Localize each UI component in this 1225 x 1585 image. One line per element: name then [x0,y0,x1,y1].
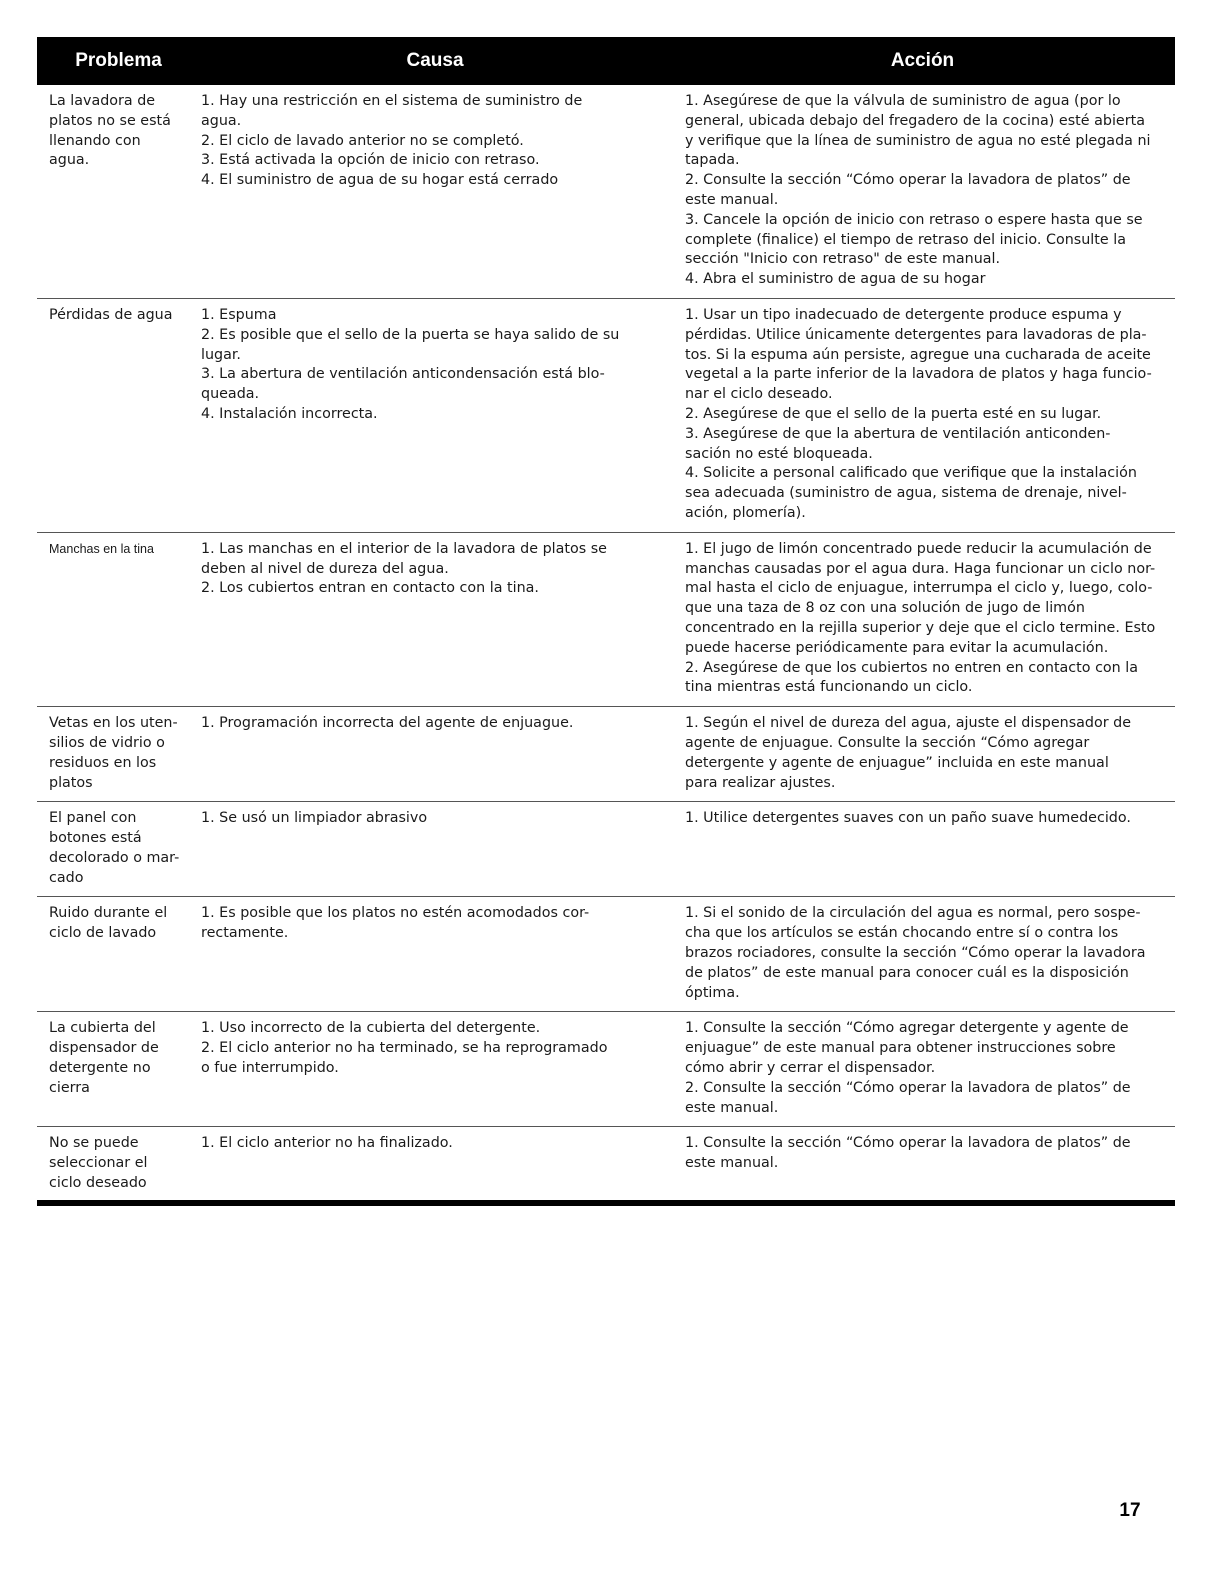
action-cell: 1. Consulte la sección “Cómo operar la lavadora de platos” de este manual. [685,1135,1131,1172]
table-row [37,707,1175,802]
table-row [37,802,1175,897]
cause-cell: 1. Es posible que los platos no estén acomodados cor- rectamente. [201,905,590,942]
problem-cell: No se puede seleccionar el ciclo deseado [49,1135,148,1192]
action-cell: 1. Utilice detergentes suaves con un paño suave humedecido. [685,810,1131,827]
problem-cell: Pérdidas de agua [49,306,173,323]
cause-cell: 1. El ciclo anterior no ha finalizado. [201,1135,453,1152]
cause-cell: 1. Programación incorrecta del agente de enjuague. [201,715,574,732]
header-problem: Problema [75,50,162,71]
header-action: Acción [890,50,955,71]
table-row [37,1012,1175,1127]
action-cell: 1. Asegúrese de que la válvula de suministro de agua (por lo general, ubicada debajo del fregadero de la cocina) esté abierta y verifique que la línea de suministro de agua no esté plegada ni tapada. 2. Consulte la sección “Cómo operar la lavadora de platos” de este manual. 3. Cancele la opción de inicio con retraso o espere hasta que se complete (finalice) el tiempo de retraso del inicio. Consulte la sección "Inicio con retraso" de este manual. 4. Abra el suministro de agua de su hogar [685,93,1151,288]
cause-cell: 1. Espuma 2. Es posible que el sello de la puerta se haya salido de su lugar. 3. La abertura de ventilación anticondensación está blo- queada. 4. Instalación incorrecta. [201,306,620,422]
cause-cell: 1. Las manchas en el interior de la lavadora de platos se deben al nivel de dureza del agua. 2. Los cubiertos entran en contacto con la tina. [201,540,607,597]
cause-cell: 1. Hay una restricción en el sistema de suministro de agua. 2. El ciclo de lavado anterior no se completó. 3. Está activada la opción de inicio con retraso. 4. El suministro de agua de su hogar está cerrado [201,93,583,189]
problem-cell: Ruido durante el ciclo de lavado [49,905,168,942]
problem-cell: La lavadora de platos no se está llenando con agua. [49,93,171,169]
table-row [37,85,1175,299]
action-cell: 1. Si el sonido de la circulación del agua es normal, pero sospe- cha que los artículos se están chocando entre sí o contra los brazos rociadores, consulte la sección “Cómo operar la lavadora de platos” de este manual para conocer cuál es la disposición óptima. [685,905,1146,1001]
table-row [37,1127,1175,1199]
problem-cell: Manchas en la tina [49,541,154,556]
page-number: 17 [1119,1500,1141,1521]
header-cause: Causa [406,50,464,71]
table-row [37,299,1175,533]
table-header [37,37,1175,85]
action-cell: 1. Consulte la sección “Cómo agregar detergente y agente de enjuague” de este manual para obtener instrucciones sobre cómo abrir y cerrar el dispensador. 2. Consulte la sección “Cómo operar la lavadora de platos” de este manual. [685,1020,1131,1116]
action-cell: 1. Usar un tipo inadecuado de detergente produce espuma y pérdidas. Utilice únicamente detergentes para lavadoras de pla- tos. Si la espuma aún persiste, agregue una cucharada de aceite vegetal a la parte inferior de la lavadora de platos y haga funcio- nar el ciclo deseado. 2. Asegúrese de que el sello de la puerta esté en su lugar. 3. Asegúrese de que la abertura de ventilación anticonden- sación no esté bloqueada. 4. Solicite a personal calificado que verifique que la instalación sea adecuada (suministro de agua, sistema de drenaje, nivel- ación, plomería). [685,306,1152,521]
problem-cell: El panel con botones está decolorado o mar- cado [49,810,180,886]
troubleshooting-table [37,37,1175,1206]
problem-cell: Vetas en los uten- silios de vidrio o residuos en los platos [49,715,178,791]
cause-cell: 1. Se usó un limpiador abrasivo [201,810,428,827]
action-cell: 1. Según el nivel de dureza del agua, ajuste el dispensador de agente de enjuague. Consulte la sección “Cómo agregar detergente y agente de enjuague” incluida en este manual para realizar ajustes. [685,715,1132,791]
table-row [37,533,1175,707]
table-row [37,897,1175,1012]
action-cell: 1. El jugo de limón concentrado puede reducir la acumulación de manchas causadas por el agua dura. Haga funcionar un ciclo nor- mal hasta el ciclo de enjuague, interrumpa el ciclo y, luego, colo- que una taza de 8 oz con una solución de jugo de limón concentrado en la rejilla superior y deje que el ciclo termine. Esto puede hacerse periódicamente para evitar la acumulación. 2. Asegúrese de que los cubiertos no entren en contacto con la tina mientras está funcionando un ciclo. [685,540,1156,696]
table-bottom-rule [37,1200,1175,1206]
cause-cell: 1. Uso incorrecto de la cubierta del detergente. 2. El ciclo anterior no ha terminado, se ha reprogramado o fue interrumpido. [201,1020,608,1077]
problem-cell: La cubierta del dispensador de detergente no cierra [49,1020,159,1096]
